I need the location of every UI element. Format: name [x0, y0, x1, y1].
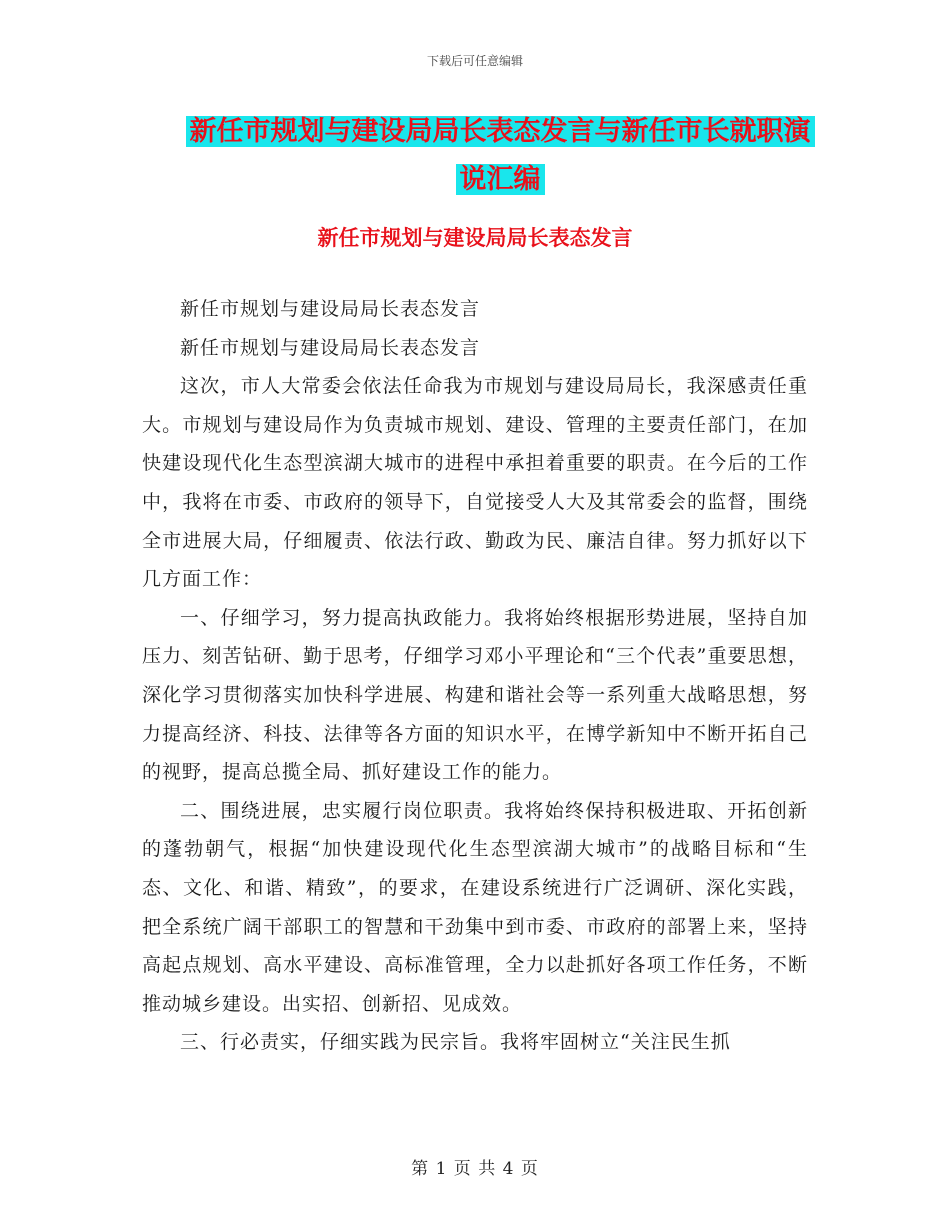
paragraph: 新任市规划与建设局局长表态发言 [180, 336, 481, 359]
paragraph: 这次，市人大常委会依法任命我为市规划与建设局局长，我深感责任重大。市规划与建设局作为负责城市规划、建设、管理的主要责任部门，在加快建设现代化生态型滨湖大城市的进程中承担着重要的职责。在今后的工作中，我将在市委、市政府的领导下，自觉接受人大及其常委会的监督，围绕全市进展大局，仔细履责、依法行政、勤政为民、廉洁自律。努力抓好以下几方面工作： [142, 375, 808, 591]
paragraph: 一、仔细学习，努力提高执政能力。我将始终根据形势进展，坚持自加压力、刻苦钻研、勤于思考，仔细学习邓小平理论和“三个代表”重要思想，深化学习贯彻落实加快科学进展、构建和谐社会等一系列重大战略思想，努力提高经济、科技、法律等各方面的知识水平，在博学新知中不断开拓自己的视野，提高总揽全局、抓好建设工作的能力。 [142, 606, 808, 784]
body-text [142, 290, 808, 1062]
document-title-line-1: 新任市规划与建设局局长表态发言与新任市长就职演 [186, 116, 815, 147]
document-title [140, 108, 860, 204]
section-title: 新任市规划与建设局局长表态发言 [317, 226, 633, 250]
paragraph: 三、行必责实，仔细实践为民宗旨。我将牢固树立“关注民生抓 [180, 1031, 731, 1054]
paragraph: 新任市规划与建设局局长表态发言 [180, 298, 481, 320]
paragraph: 二、围绕进展，忠实履行岗位职责。我将始终保持积极进取、开拓创新的蓬勃朝气，根据“加快建设现代化生态型滨湖大城市”的战略目标和“生态、文化、和谐、精致”，的要求，在建设系统进行广泛调研、深化实践，把全系统广阔干部职工的智慧和干劲集中到市委、市政府的部署上来，坚持高起点规划、高水平建设、高标准管理，全力以赴抓好各项工作任务，不断推动城乡建设。出实招、创新招、见成效。 [142, 799, 808, 1015]
document-title-line-2: 说汇编 [456, 164, 545, 195]
header-note: 下载后可任意编辑 [426, 54, 523, 68]
page-number: 第 1 页 共 4 页 [411, 1159, 539, 1179]
